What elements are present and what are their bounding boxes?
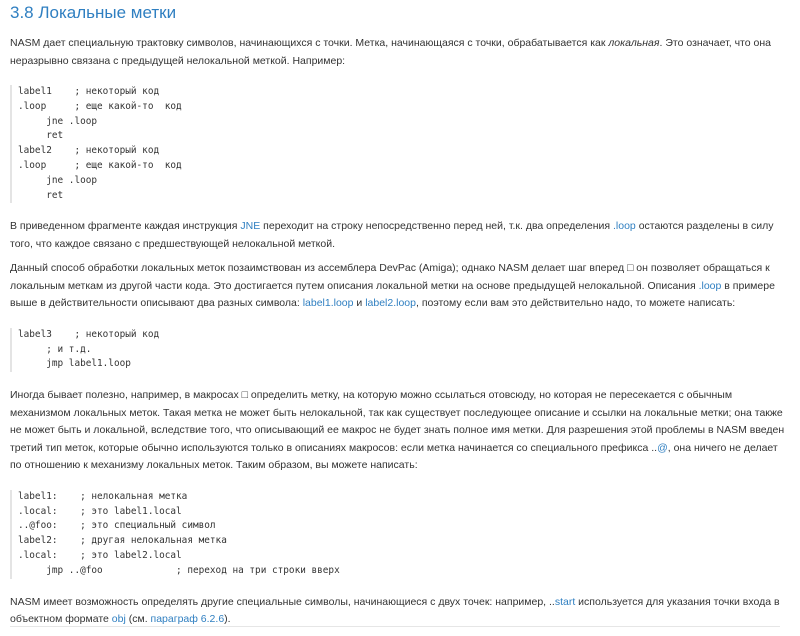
code-line: label2: ; другая нелокальная метка <box>18 535 227 547</box>
code-term-loop: .loop <box>613 220 636 233</box>
paragraph-special-symbols <box>10 594 790 629</box>
code-line: label3 ; некоторый код <box>18 328 160 340</box>
code-line: jmp ..@foo ; переход на три строки вверх <box>18 564 340 576</box>
code-term-jne: JNE <box>240 220 261 233</box>
text-run: Данный способ обработки локальных меток позаимствован из ассемблера DevPac (Amiga); однако NASM делает шаг вперед □ он позволяет обращаться к локальным меткам из другой части кода. Это достигается путем описания локальной метки на основе предыдущей нелокальной. Описания <box>10 262 770 292</box>
code-line: ..@foo: ; это специальный символ <box>18 520 216 532</box>
code-line: jne .loop <box>18 115 98 127</box>
section-heading: 3.8 Локальные метки <box>10 3 177 22</box>
code-line: .local: ; это label1.local <box>18 505 182 517</box>
text-run: В приведенном фрагменте каждая инструкция <box>10 220 241 233</box>
code-line: label2 ; некоторый код <box>18 145 160 157</box>
text-run: , она ничего не делает по отношению к механизму локальных меток. Таким образом, вы можете написать: <box>10 441 778 472</box>
text-run: NASM дает специальную трактовку символов, начинающихся с точки. Метка, начинающаяся с точки, обрабатывается как <box>10 37 609 49</box>
code-line: ; и т.д. <box>18 343 92 355</box>
code-line: .loop ; еще какой-то код <box>18 159 182 171</box>
code-line: .loop ; еще какой-то код <box>18 100 182 112</box>
text-run: NASM имеет возможность определять другие специальные символы, начинающиеся с двух точек: например, .. <box>10 595 555 608</box>
text-run: (см. <box>125 613 151 626</box>
code-line: ret <box>18 189 64 201</box>
code-block-3 <box>10 490 790 579</box>
text-run: Иногда бывает полезно, например, в макросах □ определить метку, на которую можно ссылаться отовсюду, но которая не пересекается с обычным механизмом локальных меток. Такая метка не может быть нелокальной, так как существует последующее описание и ссылки на локальные метки; она также не может быть и локальной, вследствие того, что описывающий ее макрос не будет знать полное имя метки. Для разрешения этой проблемы в NASM введен третий тип меток, которые обычно используются только в описаниях макросов: если метка начинается со специального префикса .. <box>10 389 785 454</box>
code-term-at: @ <box>657 441 668 454</box>
text-run: . Это означает, что она неразрывно связана с предыдущей нелокальной меткой. Например: <box>10 37 771 67</box>
paragraph-intro <box>10 35 790 70</box>
paragraph-macros <box>10 387 790 475</box>
text-run: и <box>353 297 366 310</box>
code-line: .local: ; это label2.local <box>18 549 182 561</box>
code-line: label1: ; нелокальная метка <box>18 490 188 502</box>
code-term-label2-loop: label2.loop <box>365 297 416 310</box>
text-run: используется для указания точки входа в объектном формате <box>10 595 780 626</box>
text-run: в примере выше в действительности описывают два разных символа: <box>10 279 775 310</box>
paragraph-devpac <box>10 260 790 313</box>
code-term-start: start <box>554 595 576 608</box>
code-line: jmp label1.loop <box>18 358 131 370</box>
text-run: переходит на строку непосредственно перед ней, т.к. два определения <box>260 220 613 233</box>
code-term-label1-loop: label1.loop <box>302 297 354 310</box>
section-reference-link[interactable]: параграф 6.2.6 <box>150 613 225 626</box>
emphasis-local: локальная <box>608 37 660 49</box>
text-run: остаются разделены в силу того, что каждое связано с предшествующей нелокальной меткой. <box>10 220 774 250</box>
code-term-obj: obj <box>111 613 126 626</box>
code-line: ret <box>18 130 64 142</box>
code-block-2 <box>10 328 790 372</box>
code-block-1 <box>10 85 790 203</box>
code-line: label1 ; некоторый код <box>18 86 160 97</box>
bottom-divider <box>10 626 780 627</box>
code-term-loop: .loop <box>698 279 722 292</box>
code-line: jne .loop <box>18 174 98 186</box>
paragraph-jne <box>10 218 790 253</box>
text-run: , поэтому если вам это действительно надо, то можете написать: <box>415 297 736 310</box>
text-run: ). <box>224 613 231 626</box>
